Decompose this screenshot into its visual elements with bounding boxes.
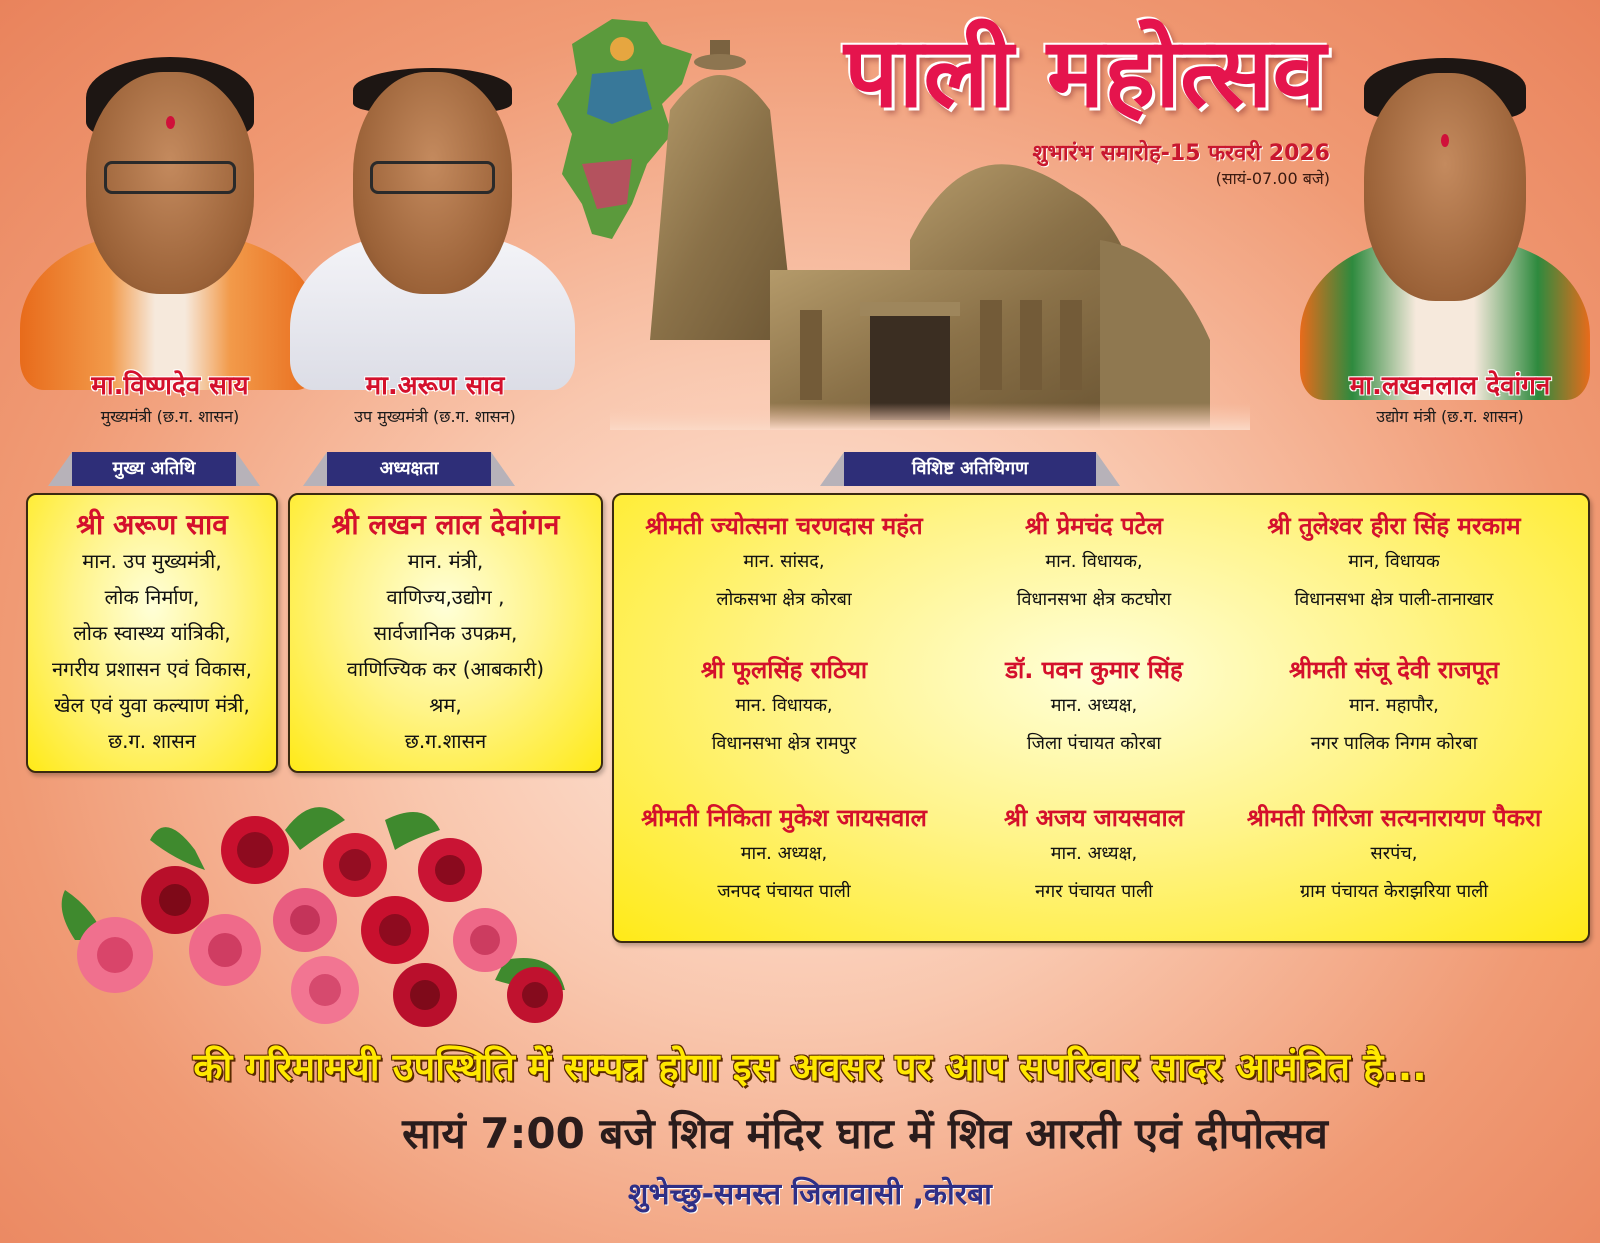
dignitary-designation: उद्योग मंत्री (छ.ग. शासन) (1376, 407, 1524, 426)
guest-name: श्रीमती संजू देवी राजपूत (1288, 656, 1499, 684)
chief-guest-line: मान. उप मुख्यमंत्री, (82, 549, 222, 573)
guest-name: श्रीमती निकिता मुकेश जायसवाल (641, 804, 927, 832)
dignitary-designation: मुख्यमंत्री (छ.ग. शासन) (100, 407, 240, 426)
guest-role: सरपंच, (1370, 843, 1418, 864)
presidency-line: छ.ग.शासन (404, 729, 487, 753)
special-guest (604, 653, 964, 763)
guest-area: जनपद पंचायत पाली (717, 881, 851, 902)
guest-area: नगर पंचायत पाली (1035, 881, 1153, 902)
guest-area: विधानसभा क्षेत्र रामपुर (711, 733, 857, 754)
special-guests-box (612, 493, 1590, 943)
guest-area: नगर पालिक निगम कोरबा (1310, 733, 1478, 754)
guest-name: डॉ. पवन कुमार सिंह (1005, 656, 1183, 684)
chief-guest-line: नगरीय प्रशासन एवं विकास, (51, 657, 253, 681)
invitation-text: की गरिमामयी उपस्थिति में सम्पन्न होगा इस अवसर पर आप सपरिवार सादर आमंत्रित है... (193, 1045, 1427, 1089)
special-guest (604, 801, 964, 911)
presidency-line: मान. मंत्री, (407, 549, 484, 573)
presidency-line: वाणिज्यिक कर (आबकारी) (346, 657, 545, 681)
chief-guest-line: लोक निर्माण, (104, 585, 200, 609)
guest-name: श्री तुलेश्वर हीरा सिंह मरकाम (1267, 512, 1521, 540)
guest-area: लोकसभा क्षेत्र कोरबा (716, 589, 852, 610)
chief-guest-heading: मुख्य अतिथि (72, 452, 236, 486)
guest-name: श्री अजय जायसवाल (1004, 804, 1184, 832)
guest-role: मान. अध्यक्ष, (740, 843, 828, 864)
guest-role: मान. सांसद, (743, 551, 825, 572)
dignitary-name: मा.अरूण साव (365, 371, 505, 401)
dignitary-name: मा.विष्णदेव साय (91, 371, 249, 401)
portrait-vishnudeo-sai (20, 20, 320, 390)
guest-role: मान. अध्यक्ष, (1050, 695, 1138, 716)
guest-name: श्री फूलसिंह राठिया (700, 656, 868, 684)
guest-name: श्री प्रेमचंद पटेल (1025, 512, 1163, 540)
chief-guest-tab (48, 452, 260, 486)
dignitary-designation: उप मुख्यमंत्री (छ.ग. शासन) (354, 407, 516, 426)
special-guest (604, 509, 964, 619)
guest-role: मान. महापौर, (1349, 695, 1439, 716)
chief-guest-line: छ.ग. शासन (108, 729, 196, 753)
presidency-heading: अध्यक्षता (327, 452, 491, 486)
guest-name: श्रीमती गिरिजा सत्यनारायण पैकरा (1246, 804, 1542, 832)
guest-role: मान. विधायक, (1045, 551, 1143, 572)
event-title: पाली महोत्सव (844, 17, 1326, 129)
well-wishers-text: शुभेच्छु-समस्त जिलावासी ,कोरबा (628, 1177, 992, 1212)
guest-role: मान, विधायक (1348, 551, 1440, 572)
presidency-line: श्रम, (429, 693, 462, 717)
event-date: शुभारंभ समारोह-15 फरवरी 2026 (1032, 141, 1330, 166)
guest-area: विधानसभा क्षेत्र पाली-तानाखार (1294, 589, 1494, 610)
chief-guest-box (26, 493, 278, 773)
presidency-tab (303, 452, 515, 486)
dignitary-name: मा.लखनलाल देवांगन (1349, 371, 1551, 401)
guest-area: जिला पंचायत कोरबा (1026, 733, 1162, 754)
guest-role: मान. विधायक, (735, 695, 833, 716)
guest-area: ग्राम पंचायत केराझरिया पाली (1299, 881, 1489, 902)
aarti-announcement: सायं 7:00 बजे शिव मंदिर घाट में शिव आरती एवं दीपोत्सव (402, 1109, 1328, 1158)
special-guest (1214, 801, 1574, 911)
special-guests-tab (820, 452, 1120, 486)
chief-guest-line: खेल एवं युवा कल्याण मंत्री, (54, 693, 250, 717)
rose-bouquet-image (55, 790, 575, 1030)
special-guest (1214, 653, 1574, 763)
special-guests-heading: विशिष्ट अतिथिगण (844, 452, 1096, 486)
guest-role: मान. अध्यक्ष, (1050, 843, 1138, 864)
portrait-arun-sao (290, 20, 575, 390)
presidency-box (288, 493, 603, 773)
presidency-line: सार्वजानिक उपक्रम, (373, 621, 518, 645)
guest-area: विधानसभा क्षेत्र कटघोरा (1016, 589, 1172, 610)
special-guest (1214, 509, 1574, 619)
chief-guest-name: श्री अरूण साव (76, 508, 228, 541)
event-time: (सायं-07.00 बजे) (1215, 169, 1330, 188)
chief-guest-line: लोक स्वास्थ्य यांत्रिकी, (73, 621, 231, 645)
guest-name: श्रीमती ज्योत्सना चरणदास महंत (645, 512, 923, 540)
presidency-line: वाणिज्य,उद्योग , (386, 585, 505, 609)
presidency-name: श्री लखन लाल देवांगन (331, 508, 560, 541)
